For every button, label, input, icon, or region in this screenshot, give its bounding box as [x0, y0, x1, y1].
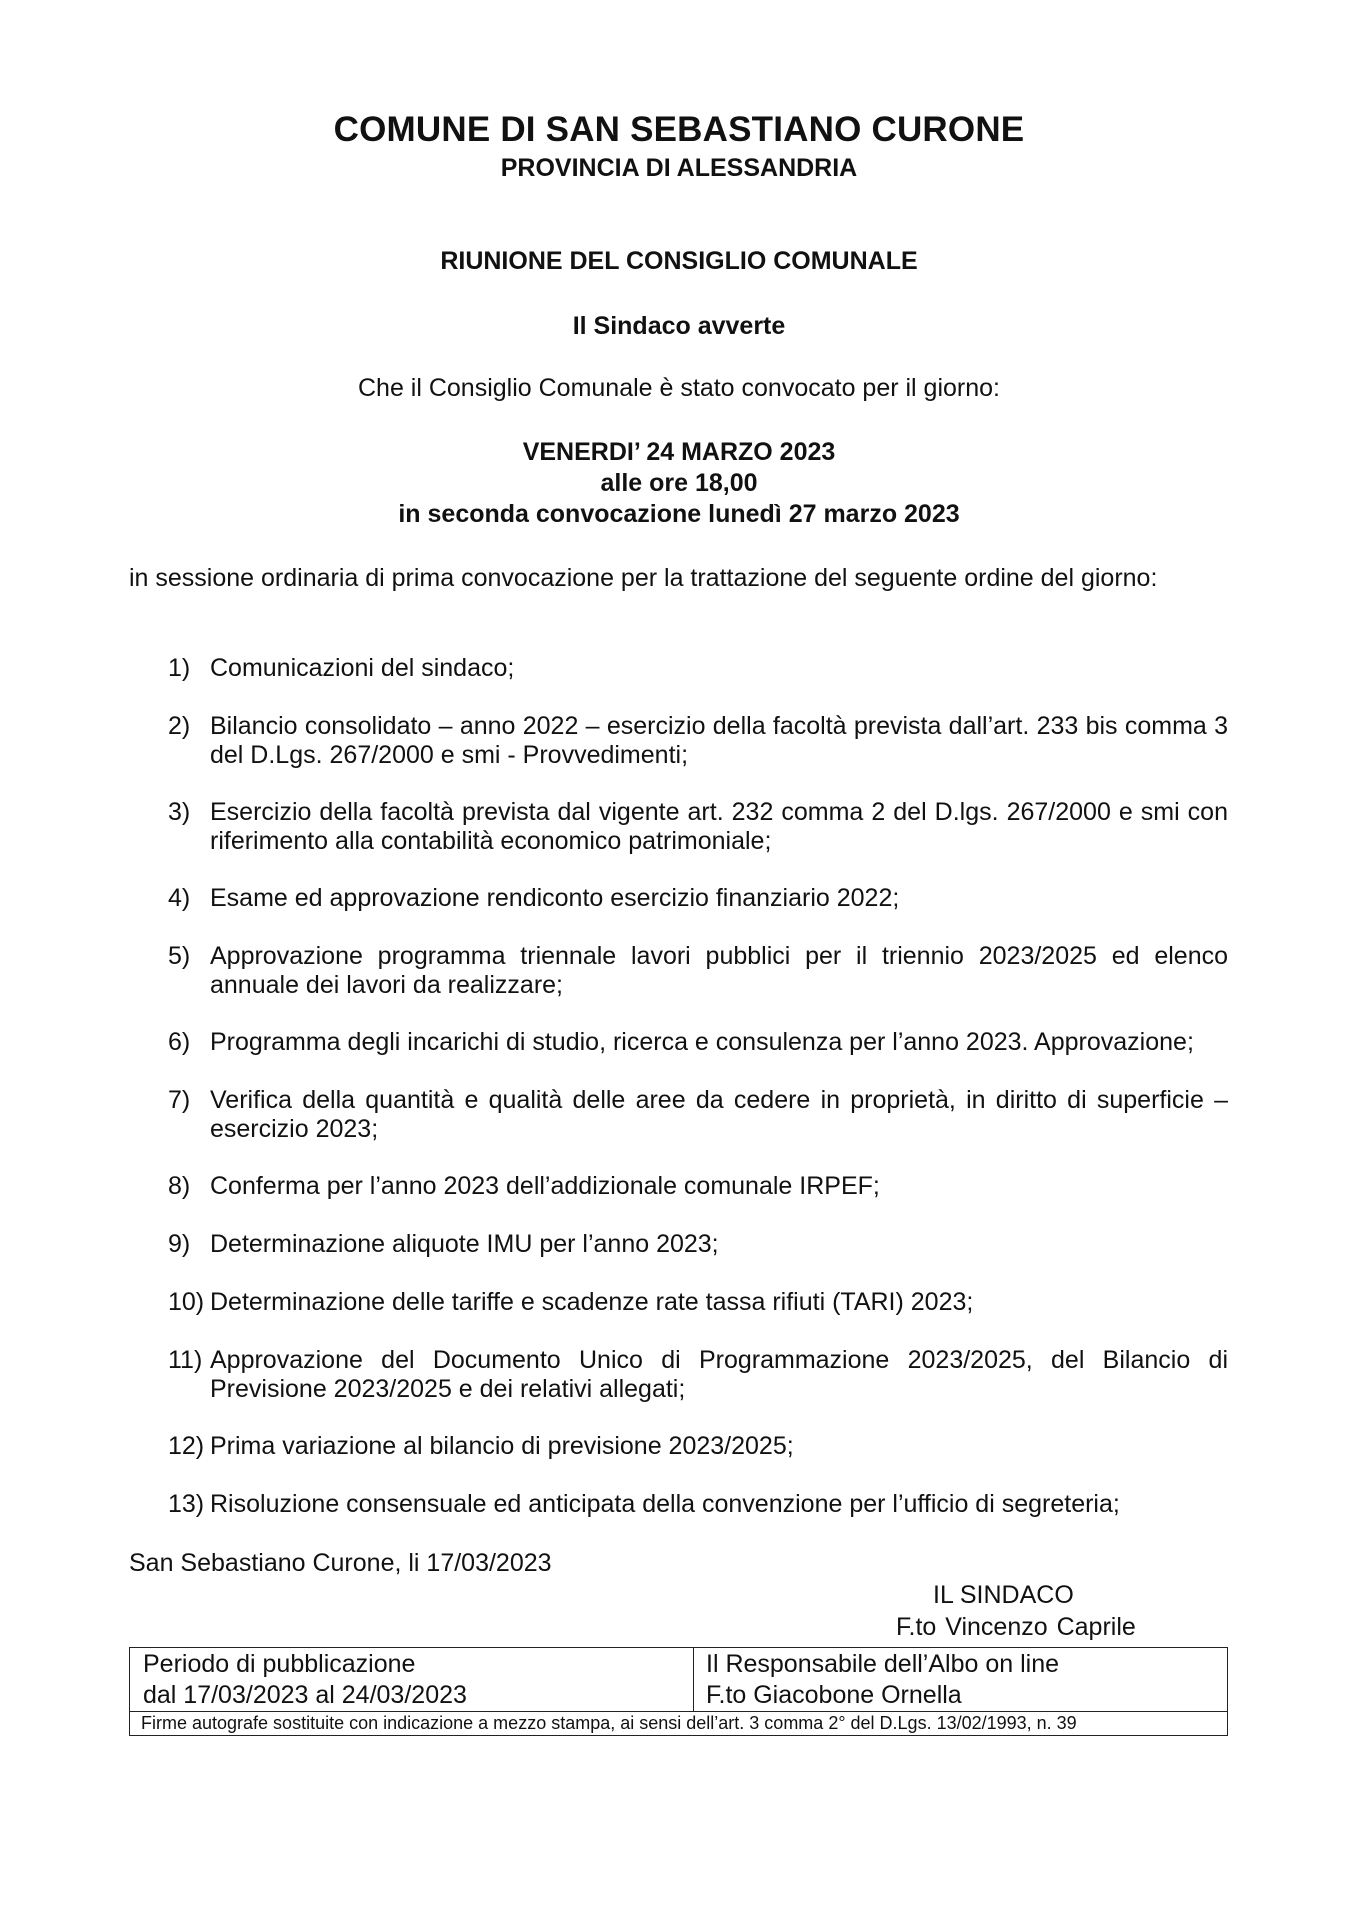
- province-subtitle: PROVINCIA DI ALESSANDRIA: [500, 154, 858, 182]
- agenda-item-number: 3): [168, 798, 191, 826]
- agenda-item-text: Approvazione programma triennale lavori pubblici per il triennio 2023/2025 ed elenco annuale dei lavori da realizzare;: [210, 942, 1228, 999]
- publication-period-label: Periodo di pubblicazione: [143, 1650, 416, 1678]
- agenda-item-number: 8): [168, 1172, 191, 1200]
- signer-title: IL SINDACO: [933, 1581, 1074, 1609]
- agenda-item: [168, 1172, 1228, 1201]
- agenda-item-text: Approvazione del Documento Unico di Programmazione 2023/2025, del Bilancio di Previsione 2023/2025 e dei relativi allegati;: [210, 1346, 1228, 1403]
- agenda-item-number: 12): [168, 1432, 205, 1460]
- agenda-item-number: 5): [168, 942, 191, 970]
- agenda-item-text: Esercizio della facoltà prevista dal vigente art. 232 comma 2 del D.lgs. 267/2000 e smi con riferimento alla contabilità economico patrimoniale;: [210, 798, 1228, 855]
- agenda-item: [168, 1490, 1228, 1519]
- agenda-item: [168, 654, 1228, 683]
- agenda-item: [168, 798, 1228, 856]
- agenda-item-number: 10): [168, 1288, 205, 1316]
- place-and-date: San Sebastiano Curone, li 17/03/2023: [129, 1549, 552, 1577]
- agenda-item-text: Prima variazione al bilancio di previsione 2023/2025;: [210, 1432, 794, 1460]
- footnote-row: [130, 1712, 1228, 1736]
- agenda-item-number: 13): [168, 1490, 205, 1518]
- publication-responsible-cell: [694, 1648, 1228, 1712]
- agenda-item-number: 9): [168, 1230, 191, 1258]
- second-call-date: in seconda convocazione lunedì 27 marzo 2023: [398, 500, 960, 528]
- agenda-item-text: Comunicazioni del sindaco;: [210, 654, 515, 682]
- agenda-item-number: 4): [168, 884, 191, 912]
- publication-period-range: dal 17/03/2023 al 24/03/2023: [143, 1681, 467, 1709]
- agenda-item-number: 6): [168, 1028, 191, 1056]
- publication-period-cell: [130, 1648, 694, 1712]
- responsible-label: Il Responsabile dell’Albo on line: [706, 1650, 1060, 1678]
- agenda-item-text: Determinazione delle tariffe e scadenze rate tassa rifiuti (TARI) 2023;: [210, 1288, 974, 1316]
- session-paragraph: in sessione ordinaria di prima convocazione per la trattazione del seguente ordine del giorno:: [129, 564, 1158, 592]
- agenda-item-text: Conferma per l’anno 2023 dell’addizionale comunale IRPEF;: [210, 1172, 880, 1200]
- responsible-name: F.to Giacobone Ornella: [706, 1681, 962, 1709]
- agenda-item: [168, 942, 1228, 1000]
- agenda-item-text: Verifica della quantità e qualità delle aree da cedere in proprietà, in diritto di superficie – esercizio 2023;: [210, 1086, 1228, 1143]
- agenda-item: [168, 1086, 1228, 1144]
- publication-table: [129, 1647, 1228, 1736]
- signer-name: F.to Vincenzo Caprile: [896, 1613, 1136, 1641]
- agenda-item-number: 1): [168, 654, 191, 682]
- agenda-item: [168, 1028, 1228, 1057]
- agenda-item-text: Bilancio consolidato – anno 2022 – esercizio della facoltà prevista dall’art. 233 bis comma 3 del D.Lgs. 267/2000 e smi - Provvedimenti;: [210, 712, 1228, 769]
- agenda-item: [168, 1288, 1228, 1317]
- agenda-item-number: 11): [168, 1346, 203, 1374]
- signature-footnote: Firme autografe sostituite con indicazione a mezzo stampa, ai sensi dell’art. 3 comma 2° del D.Lgs. 13/02/1993, n. 39: [130, 1712, 1228, 1736]
- meeting-date: VENERDI’ 24 MARZO 2023: [522, 438, 836, 466]
- meeting-date-block: [0, 437, 1358, 530]
- agenda-item-number: 7): [168, 1086, 191, 1114]
- meeting-heading: RIUNIONE DEL CONSIGLIO COMUNALE: [440, 247, 918, 275]
- agenda-item: [168, 712, 1228, 770]
- agenda-item-text: Determinazione aliquote IMU per l’anno 2023;: [210, 1230, 719, 1258]
- municipality-title: COMUNE DI SAN SEBASTIANO CURONE: [333, 110, 1025, 149]
- agenda-item: [168, 1346, 1228, 1404]
- mayor-warns-heading: Il Sindaco avverte: [572, 312, 786, 340]
- agenda-item-text: Programma degli incarichi di studio, ricerca e consulenza per l’anno 2023. Approvazione;: [210, 1028, 1194, 1056]
- agenda-item: [168, 1230, 1228, 1259]
- publication-row: [130, 1648, 1228, 1712]
- agenda-item-text: Risoluzione consensuale ed anticipata della convenzione per l’ufficio di segreteria;: [210, 1490, 1120, 1518]
- convened-text: Che il Consiglio Comunale è stato convocato per il giorno:: [357, 374, 1001, 402]
- meeting-time: alle ore 18,00: [600, 469, 758, 497]
- agenda-item-number: 2): [168, 712, 191, 740]
- agenda-item: [168, 1432, 1228, 1461]
- agenda-item-text: Esame ed approvazione rendiconto esercizio finanziario 2022;: [210, 884, 900, 912]
- agenda-item: [168, 884, 1228, 913]
